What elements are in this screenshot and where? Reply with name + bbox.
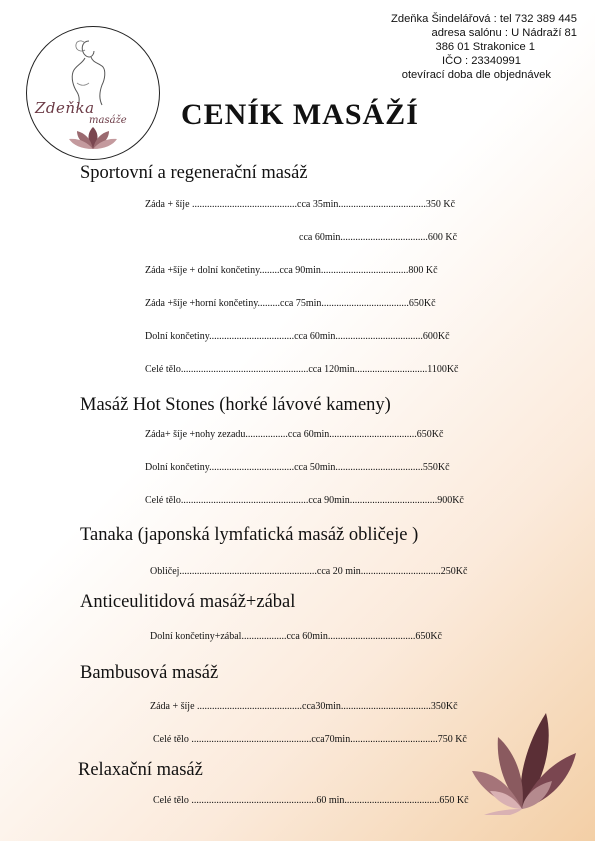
contact-line-address: adresa salónu : U Nádraží 81	[431, 27, 577, 39]
contact-line-city: 386 01 Strakonice 1	[435, 41, 535, 53]
logo-lotus-icon	[27, 27, 159, 159]
price-row: Záda+ šíje +nohy zezadu.................cca 60min...................................650Kč	[145, 429, 444, 440]
contact-block	[337, 12, 577, 82]
section-title: Sportovní a regenerační masáž	[80, 163, 308, 183]
section-title: Masáž Hot Stones (horké lávové kameny)	[80, 395, 391, 415]
section-title: Tanaka (japonská lymfatická masáž obličeje )	[80, 525, 419, 545]
price-row: Záda +šíje +horní končetiny.........cca 75min...................................650Kč	[145, 298, 436, 309]
logo-name: Zdeňka	[35, 99, 95, 117]
price-row: Obličej.......................................................cca 20 min................................250Kč	[150, 566, 468, 577]
price-row: cca 60min...................................600 Kč	[299, 232, 458, 243]
section-title: Bambusová masáž	[80, 663, 219, 683]
logo-subtitle: masáže	[89, 115, 127, 126]
page-title: CENÍK MASÁŽÍ	[181, 98, 419, 131]
price-row: Záda + šíje ..........................................cca30min....................................350Kč	[150, 701, 458, 712]
price-row: Záda +šíje + dolní končetiny........cca 90min...................................800 Kč	[145, 265, 438, 276]
price-row: Celé tělo ..................................................60 min......................................650 Kč	[153, 795, 469, 806]
contact-line-ico: IČO : 23340991	[442, 55, 521, 67]
section-title: Anticeulitidová masáž+zábal	[80, 592, 296, 612]
section-title: Relaxační masáž	[78, 760, 203, 780]
price-row: Dolní končetiny..................................cca 50min...................................550Kč	[145, 462, 450, 473]
logo	[26, 26, 160, 160]
price-row: Celé tělo...................................................cca 120min.............................1100Kč	[145, 364, 459, 375]
contact-line-name: Zdeňka Šindelářová : tel 732 389 445	[391, 13, 577, 25]
price-row: Dolní končetiny..................................cca 60min...................................600Kč	[145, 331, 450, 342]
price-row: Dolní končetiny+zábal..................cca 60min...................................650Kč	[150, 631, 442, 642]
price-row: Celé tělo ................................................cca70min...................................750 Kč	[153, 734, 467, 745]
lotus-icon	[470, 705, 580, 815]
contact-line-hours: otevírací doba dle objednávek	[401, 69, 551, 81]
price-row: Celé tělo...................................................cca 90min...................................900Kč	[145, 495, 464, 506]
price-row: Záda + šíje ..........................................cca 35min...................................350 Kč	[145, 199, 456, 210]
